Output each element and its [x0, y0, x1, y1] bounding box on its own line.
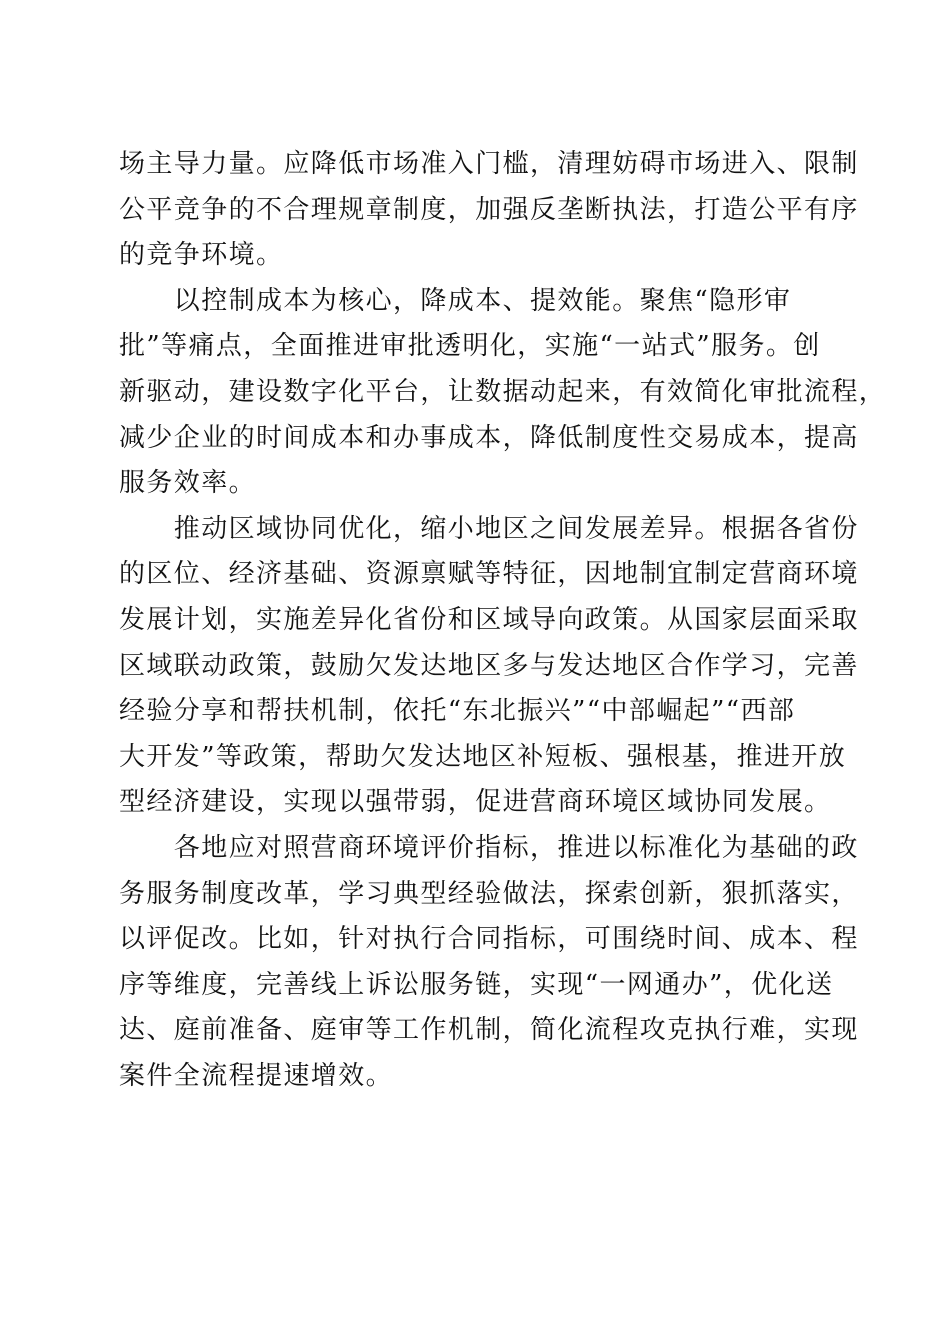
- text-line: 的竞争环境。: [119, 240, 284, 271]
- text-line: 的区位、经济基础、资源禀赋等特征，因地制宜制定营商环境: [119, 559, 859, 590]
- text-line: 发展计划，实施差异化省份和区域导向政策。从国家层面采取: [119, 604, 859, 635]
- text-line: 序等维度，完善线上诉讼服务链，实现“一网通办”，优化送: [119, 969, 834, 1000]
- text-line: 区域联动政策，鼓励欠发达地区多与发达地区合作学习，完善: [119, 650, 859, 681]
- text-line: 案件全流程提速增效。: [119, 1060, 394, 1091]
- text-line: 各地应对照营商环境评价指标，推进以标准化为基础的政: [119, 832, 859, 863]
- paragraph-2: [119, 279, 887, 507]
- text-line: 型经济建设，实现以强带弱，促进营商环境区域协同发展。: [119, 787, 832, 818]
- text-line: 以控制成本为核心，降成本、提效能。聚焦“隐形审: [119, 285, 792, 316]
- text-line: 减少企业的时间成本和办事成本，降低制度性交易成本，提高: [119, 422, 859, 453]
- text-line: 经验分享和帮扶机制，依托“东北振兴”“中部崛起”“西部: [119, 696, 796, 727]
- text-line: 务服务制度改革，学习典型经验做法，探索创新，狠抓落实，: [119, 878, 859, 909]
- document-body: [119, 142, 887, 1099]
- text-line: 达、庭前准备、庭审等工作机制，简化流程攻克执行难，实现: [119, 1015, 859, 1046]
- text-line: 场主导力量。应降低市场准入门槛，清理妨碍市场进入、限制: [119, 149, 859, 179]
- text-line: 新驱动，建设数字化平台，让数据动起来，有效简化审批流程，: [119, 376, 887, 407]
- paragraph-4: [119, 826, 859, 1100]
- text-line: 公平竞争的不合理规章制度，加强反垄断执法，打造公平有序: [119, 194, 859, 225]
- text-line: 以评促改。比如，针对执行合同指标，可围绕时间、成本、程: [119, 924, 859, 955]
- text-line: 服务效率。: [119, 468, 257, 499]
- paragraph-1: [119, 142, 859, 279]
- text-line: 大开发”等政策，帮助欠发达地区补短板、强根基，推进开放: [119, 741, 847, 772]
- text-line: 推动区域协同优化，缩小地区之间发展差异。根据各省份: [119, 513, 859, 544]
- paragraph-3: [119, 507, 859, 826]
- text-line: 批”等痛点，全面推进审批透明化，实施“一站式”服务。创: [119, 331, 821, 362]
